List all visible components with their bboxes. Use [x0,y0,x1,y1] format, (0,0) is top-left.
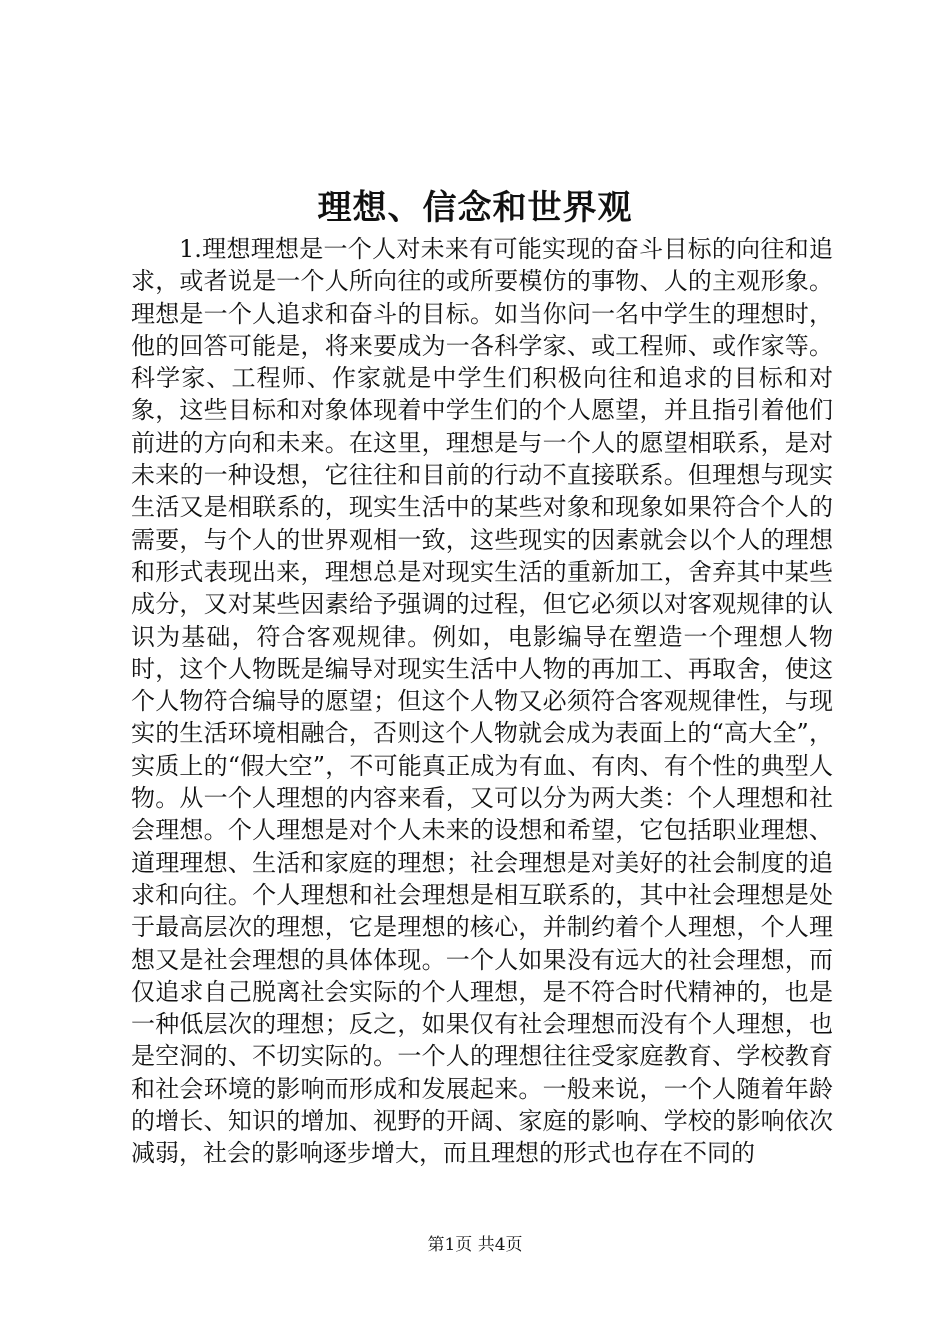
page-number-footer: 第1页 共4页 [427,1235,523,1255]
page-title: 理想、信念和世界观 [317,188,633,228]
body-paragraph: 1.理想理想是一个人对未来有可能实现的奋斗目标的向往和追求，或者说是一个人所向往的或所要模仿的事物、人的主观形象。理想是一个人追求和奋斗的目标。如当你问一名中学生的理想时，他的回答可能是，将来要成为一各科学家、或工程师、或作家等。科学家、工程师、作家就是中学生们积极向往和追求的目标和对象，这些目标和对象体现着中学生们的个人愿望，并且指引着他们前进的方向和未来。在这里，理想是与一个人的愿望相联系，是对未来的一种设想，它往往和目前的行动不直接联系。但理想与现实生活又是相联系的，现实生活中的某些对象和现象如果符合个人的需要，与个人的世界观相一致，这些现实的因素就会以个人的理想和形式表现出来，理想总是对现实生活的重新加工，舍弃其中某些成分，又对某些因素给予强调的过程，但它必须以对客观规律的认识为基础，符合客观规律。例如，电影编导在塑造一个理想人物时，这个人物既是编导对现实生活中人物的再加工、再取舍，使这个人物符合编导的愿望；但这个人物又必须符合客观规律性，与现实的生活环境相融合，否则这个人物就会成为表面上的“高大全”，实质上的“假大空”，不可能真正成为有血、有肉、有个性的典型人物。从一个人理想的内容来看，又可以分为两大类：个人理想和社会理想。个人理想是对个人未来的设想和希望，它包括职业理想、道理理想、生活和家庭的理想；社会理想是对美好的社会制度的追求和向往。个人理想和社会理想是相互联系的，其中社会理想是处于最高层次的理想，它是理想的核心，并制约着个人理想，个人理想又是社会理想的具体体现。一个人如果没有远大的社会理想，而仅追求自己脱离社会实际的个人理想，是不符合时代精神的，也是一种低层次的理想；反之，如果仅有社会理想而没有个人理想，也是空洞的、不切实际的。一个人的理想往往受家庭教育、学校教育和社会环境的影响而形成和发展起来。一般来说，一个人随着年龄的增长、知识的增加、视野的开阔、家庭的影响、学校的影响依次减弱，社会的影响逐步增大，而且理想的形式也存在不同的 [131,235,833,1168]
